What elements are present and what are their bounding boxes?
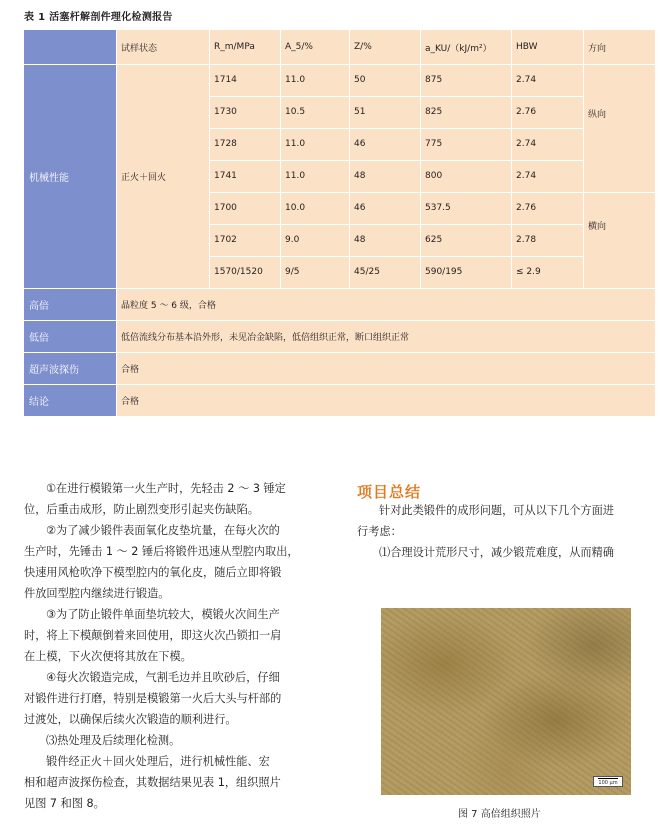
grid-line	[511, 30, 512, 288]
table-row-4-z: 48	[349, 160, 420, 192]
direction-transverse: 横向	[583, 192, 655, 288]
paragraph-line: 时，将上下模颠倒着来回使用，即这火次凸锁扣一肩	[24, 629, 282, 642]
table-row-4-hbw: 2.74	[511, 160, 583, 192]
header-corner	[24, 30, 116, 64]
paragraph-line: ①在进行模锻第一火生产时，先轻击 2 ～ 3 锤定	[46, 482, 286, 495]
header-hbw: HBW	[511, 30, 583, 64]
table-row-3-hbw: 2.74	[511, 128, 583, 160]
paragraph-line: ⑴合理设计荒形尺寸，减少锻荒难度，从而精确	[379, 546, 614, 559]
table-row-3-rm: 1728	[209, 128, 280, 160]
header-a5: A_5/%	[280, 30, 349, 64]
scale-bar-label: 100 μm	[598, 779, 618, 786]
paragraph-line: ③为了防止锻件单面垫坑较大，模锻火次间生产	[46, 608, 280, 621]
paragraph-line: 对锻件进行打磨，特别是模锻第一火后大头与杆部的	[24, 692, 282, 705]
grid-line	[583, 30, 584, 288]
inspection-table	[24, 30, 655, 416]
header-rm: R_m/MPa	[209, 30, 280, 64]
table-row-2-a5: 10.5	[280, 96, 349, 128]
row-value-low-mag: 低倍流线分布基本沿外形，未见冶金缺陷，低倍组织正常，断口组织正常	[116, 320, 655, 352]
paragraph-line: ②为了减少锻件表面氧化皮垫坑量，在每火次的	[46, 524, 280, 537]
table-caption: 表 1 活塞杆解剖件理化检测报告	[24, 12, 173, 23]
paragraph-line: 生产时，先锤击 1 ～ 2 锤后将锻件迅速从型腔内取出，	[24, 545, 299, 558]
paragraph-line: 在上模，下火次便将其放在下模。	[24, 650, 192, 663]
table-row-1-aku: 875	[420, 64, 511, 96]
table-row-4-rm: 1741	[209, 160, 280, 192]
table-row-7-a5: 9/5	[280, 256, 349, 288]
row-label-high-mag: 高倍	[24, 288, 116, 320]
grid-line	[24, 288, 655, 289]
grid-line	[24, 384, 655, 385]
grid-line	[24, 352, 655, 353]
table-row-7-hbw: ≤ 2.9	[511, 256, 583, 288]
paragraph-line: ⑶热处理及后续理化检测。	[46, 734, 181, 747]
table-row-6-a5: 9.0	[280, 224, 349, 256]
paragraph-line: 相和超声波探伤检查，其数据结果见表 1，组织照片	[24, 776, 281, 789]
table-row-4-a5: 11.0	[280, 160, 349, 192]
row-label-ultrasonic: 超声波探伤	[24, 352, 116, 384]
grid-line	[209, 128, 583, 129]
grid-line	[209, 160, 583, 161]
direction-longitudinal: 纵向	[583, 64, 655, 192]
table-row-7-aku: 590/195	[420, 256, 511, 288]
paragraph-line: 针对此类锻件的成形问题，可从以下几个方面进	[379, 504, 614, 517]
section-mech-label: 机械性能	[24, 64, 116, 288]
table-row-1-hbw: 2.74	[511, 64, 583, 96]
row-value-ultrasonic: 合格	[116, 352, 655, 384]
table-row-4-aku: 800	[420, 160, 511, 192]
paragraph-line: 行考虑：	[357, 525, 402, 538]
row-value-conclusion: 合格	[116, 384, 655, 416]
grid-line	[209, 256, 583, 257]
header-sample-state: 试样状态	[116, 30, 209, 64]
row-value-high-mag: 晶粒度 5 ～ 6 级，合格	[116, 288, 655, 320]
scale-bar-line	[598, 778, 618, 779]
row-label-conclusion: 结论	[24, 384, 116, 416]
table-row-2-z: 51	[349, 96, 420, 128]
table-row-2-hbw: 2.76	[511, 96, 583, 128]
section-title: 项目总结	[357, 483, 422, 501]
table-row-6-z: 48	[349, 224, 420, 256]
paragraph-line: ④每火次锻造完成，气割毛边并且吹砂后，仔细	[46, 671, 280, 684]
table-row-1-z: 50	[349, 64, 420, 96]
right-column-text	[357, 500, 657, 563]
table-row-2-rm: 1730	[209, 96, 280, 128]
table-row-3-z: 46	[349, 128, 420, 160]
sample-state-cell: 正火＋回火	[116, 64, 209, 288]
table-row-5-z: 46	[349, 192, 420, 224]
paragraph-line: 位，后重击成形，防止剧烈变形引起夹伤缺陷。	[24, 503, 259, 516]
grid-line	[209, 30, 210, 288]
grid-line	[420, 30, 421, 288]
table-row-5-hbw: 2.76	[511, 192, 583, 224]
scale-bar	[593, 776, 623, 787]
table-row-3-a5: 11.0	[280, 128, 349, 160]
paragraph-line: 件放回型腔内继续进行锻造。	[24, 587, 170, 600]
header-aku: a_KU/（kJ/m²）	[420, 30, 511, 64]
grid-line	[209, 224, 583, 225]
table-row-7-z: 45/25	[349, 256, 420, 288]
table-row-3-aku: 775	[420, 128, 511, 160]
grid-line	[280, 30, 281, 288]
table-row-6-aku: 625	[420, 224, 511, 256]
table-row-1-rm: 1714	[209, 64, 280, 96]
photo-caption: 图 7 高倍组织照片	[458, 809, 541, 820]
table-row-6-rm: 1702	[209, 224, 280, 256]
paragraph-line: 锻件经正火＋回火处理后，进行机械性能、宏	[46, 755, 270, 768]
row-label-low-mag: 低倍	[24, 320, 116, 352]
grid-line	[116, 30, 117, 416]
table-row-5-aku: 537.5	[420, 192, 511, 224]
paragraph-line: 过渡处，以确保后续火次锻造的顺利进行。	[24, 713, 237, 726]
table-row-5-a5: 10.0	[280, 192, 349, 224]
left-column-text	[24, 478, 328, 814]
grid-line	[209, 96, 583, 97]
grid-line	[24, 64, 655, 65]
table-row-6-hbw: 2.78	[511, 224, 583, 256]
micrograph-image	[381, 608, 631, 795]
table-row-7-rm: 1570/1520	[209, 256, 280, 288]
grid-line	[24, 320, 655, 321]
grid-line	[349, 30, 350, 288]
header-direction: 方向	[583, 30, 655, 64]
paragraph-line: 快速用风枪吹净下模型腔内的氧化皮，随后立即将锻	[24, 566, 282, 579]
header-z: Z/%	[349, 30, 420, 64]
table-row-1-a5: 11.0	[280, 64, 349, 96]
table-row-5-rm: 1700	[209, 192, 280, 224]
grid-line	[209, 192, 655, 193]
paragraph-line: 见图 7 和图 8。	[24, 797, 105, 810]
table-row-2-aku: 825	[420, 96, 511, 128]
